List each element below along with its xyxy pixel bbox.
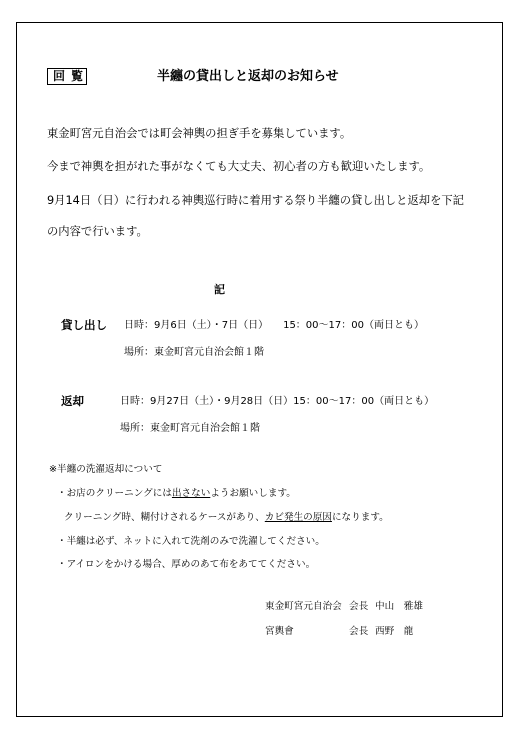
note-line-3: ・半纏は必ず、ネットに入れて洗剤のみで洗濯してください。 — [57, 536, 325, 547]
signature-org-2: 宮輿會 — [265, 626, 294, 637]
note-line-1-underlined: 出さない — [171, 488, 211, 499]
intro-line-4: の内容で行います。 — [47, 225, 148, 238]
return-place: 場所：東金町宮元自治会館１階 — [120, 423, 260, 434]
note-line-2 — [64, 511, 389, 525]
intro-line-1: 東金町宮元自治会では町会神輿の担ぎ手を募集しています。 — [47, 127, 352, 140]
note-line-2-underlined: カビ発生の原因 — [264, 512, 332, 523]
signature-role-2: 会長 — [349, 626, 369, 637]
lending-datetime: 日時：9月6日（土）・7日（日） 15：00～17：00（両日とも） — [124, 320, 424, 331]
note-line-2-post: になります。 — [331, 512, 389, 523]
signature-name-1: 中山 雅雄 — [375, 601, 423, 612]
notes-heading: ※半纏の洗濯返却について — [49, 464, 163, 475]
return-label: 返却 — [61, 394, 84, 408]
intro-line-2: 今まで神輿を担がれた事がなくても大丈夫、初心者の方も歓迎いたします。 — [47, 160, 431, 173]
signature-name-2: 西野 龍 — [375, 626, 414, 637]
note-line-1-post: ようお願いします。 — [210, 488, 296, 499]
note-line-1-pre: ・お店のクリーニングには — [57, 488, 172, 499]
note-line-4: ・アイロンをかける場合、厚めのあて布をあててください。 — [57, 559, 316, 570]
note-line-2-pre: クリーニング時、糊付けされるケースがあり、 — [64, 512, 265, 523]
signature-role-1: 会長 — [349, 601, 369, 612]
page-title: 半纏の貸出しと返却のお知らせ — [157, 69, 339, 84]
lending-label: 貸し出し — [61, 318, 107, 332]
lending-place: 場所：東金町宮元自治会館１階 — [124, 347, 264, 358]
circular-label: 回覧 — [47, 68, 87, 85]
return-datetime: 日時：9月27日（土）・9月28日（日）15：00～17：00（両日とも） — [120, 396, 435, 407]
ki-heading: 記 — [214, 283, 225, 296]
signature-org-1: 東金町宮元自治会 — [265, 601, 342, 612]
note-line-1 — [57, 487, 296, 501]
intro-line-3: 9月14日（日）に行われる神輿巡行時に着用する祭り半纏の貸し出しと返却を下記 — [47, 194, 464, 207]
